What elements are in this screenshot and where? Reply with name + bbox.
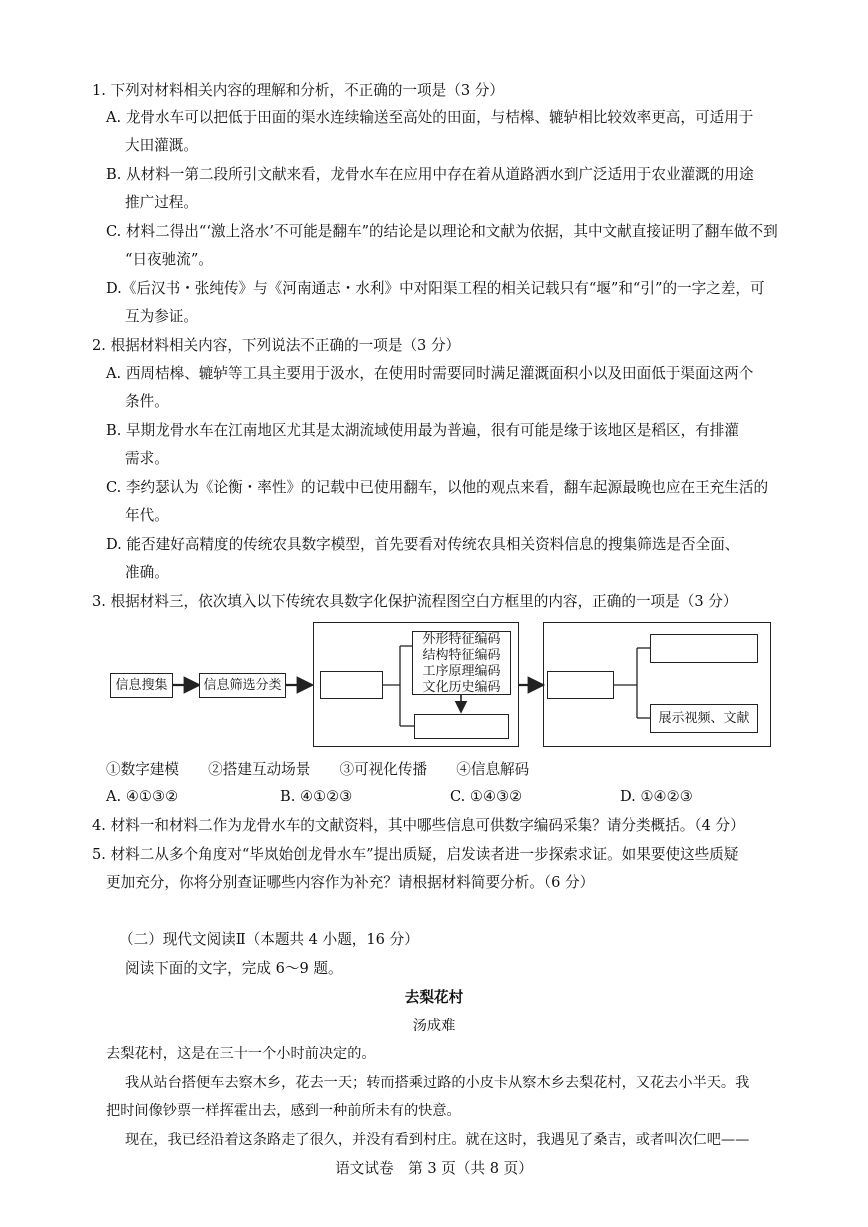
page-footer: 语文试卷 第 3 页（共 8 页）: [335, 1160, 533, 1177]
q3-option-c: C. ①④③②: [450, 788, 523, 805]
encoding-line-2: 结构特征编码: [422, 648, 501, 663]
q3-option-a: A. ④①③②: [106, 788, 179, 805]
q1-option-a: A. 龙骨水车可以把低于田面的渠水连续输送至高处的田面，与桔槔、辘轳相比较效率更高，可适用于: [106, 109, 754, 126]
q3-option-b: B. ④①②③: [280, 788, 353, 805]
section2-header: （二）现代文阅读Ⅱ（本题共 4 小题，16 分）: [119, 931, 419, 948]
q1-option-a-cont: 大田灌溉。: [125, 137, 198, 154]
q1-option-c: C. 材料二得出“‘激上洛水’不可能是翻车”的结论是以理论和文献为依据，其中文献直接证明了翻车做不到: [106, 223, 778, 240]
flow-display-label: 展示视频、文献: [658, 711, 750, 726]
section2-instruction: 阅读下面的文字，完成 6～9 题。: [125, 960, 343, 977]
q2-option-d: D. 能否建好高精度的传统农具数字模型，首先要看对传统农具相关资料信息的搜集筛选是否全面、: [106, 536, 740, 553]
article-paragraph-1: 去梨花村，这是在三十一个小时前决定的。: [106, 1046, 376, 1062]
q3-option-d: D. ①④②③: [620, 788, 693, 805]
q2-option-c: C. 李约瑟认为《论衡・率性》的记载中已使用翻车，以他的观点来看，翻车起源最晚也应在王充生活的: [106, 479, 769, 496]
q2-option-a-cont: 条件。: [125, 393, 169, 410]
encoding-line-3: 工序原理编码: [422, 664, 501, 679]
q1-option-b-cont: 推广过程。: [125, 194, 198, 211]
q4-stem: 4. 材料一和材料二作为龙骨水车的文献资料，其中哪些信息可供数字编码采集？请分类概括。（4 分）: [92, 817, 745, 834]
q5-stem: 5. 材料二从多个角度对“毕岚始创龙骨水车”提出质疑，启发读者进一步探索求证。如果要使这些质疑: [92, 846, 739, 863]
q2-option-c-cont: 年代。: [125, 507, 169, 524]
q1-option-c-cont: “日夜驰流”。: [125, 251, 213, 268]
q3-stem: 3. 根据材料三，依次填入以下传统农具数字化保护流程图空白方框里的内容，正确的一项是（3 分）: [92, 593, 738, 610]
flow-blank-box-3: [547, 671, 614, 699]
q2-option-b-cont: 需求。: [125, 450, 169, 467]
encoding-line-1: 外形特征编码: [422, 632, 501, 647]
flow-blank-box-1: [320, 671, 383, 699]
article-title: 去梨花村: [404, 989, 464, 1006]
q2-stem: 2. 根据材料相关内容，下列说法不正确的一项是（3 分）: [92, 337, 461, 354]
flow-step-info-screen-label: 信息筛选分类: [203, 678, 282, 693]
article-paragraph-3: 现在，我已经沿着这条路走了很久，并没有看到村庄。就在这时，我遇见了桑吉，或者叫次仁吧——: [125, 1132, 750, 1148]
q5-stem-cont: 更加充分，你将分别查证哪些内容作为补充？请根据材料简要分析。（6 分）: [106, 874, 595, 891]
flow-display-box: [650, 704, 758, 733]
q2-option-d-cont: 准确。: [125, 564, 169, 581]
flow-blank-box-4: [650, 634, 758, 663]
q2-option-b: B. 早期龙骨水车在江南地区尤其是太湖流域使用最为普遍，很有可能是缘于该地区是稻区，有排灌: [106, 422, 739, 439]
q3-items: ①数字建模 ②搭建互动场景 ③可视化传播 ④信息解码: [106, 761, 530, 778]
q2-option-a: A. 西周桔槔、辘轳等工具主要用于汲水，在使用时需要同时满足灌溉面积小以及田面低于渠面这两个: [106, 365, 754, 382]
flow-step-info-collect: [110, 673, 173, 698]
q1-option-d-cont: 互为参证。: [125, 308, 198, 325]
flow-blank-box-2: [414, 714, 509, 739]
flow-step-info-screen: [199, 673, 286, 698]
flow-step-info-collect-label: 信息搜集: [115, 678, 168, 693]
q1-stem: 1. 下列对材料相关内容的理解和分析，不正确的一项是（3 分）: [92, 82, 504, 99]
q1-option-b: B. 从材料一第二段所引文献来看，龙骨水车在应用中存在着从道路洒水到广泛适用于农业灌溉的用途: [106, 166, 754, 183]
article-paragraph-2-cont: 把时间像钞票一样挥霍出去，感到一种前所未有的快意。: [106, 1103, 461, 1119]
article-author: 汤成难: [412, 1018, 456, 1034]
encoding-line-4: 文化历史编码: [422, 680, 501, 695]
article-paragraph-2: 我从站台搭便车去察木乡，花去一天；转而搭乘过路的小皮卡从察木乡去梨花村，又花去小半天。我: [125, 1075, 750, 1091]
flow-encoding-box: [412, 631, 511, 695]
q1-option-d: D.《后汉书・张纯传》与《河南通志・水利》中对阳渠工程的相关记载只有“堰”和“引”的一字之差，可: [106, 280, 765, 297]
